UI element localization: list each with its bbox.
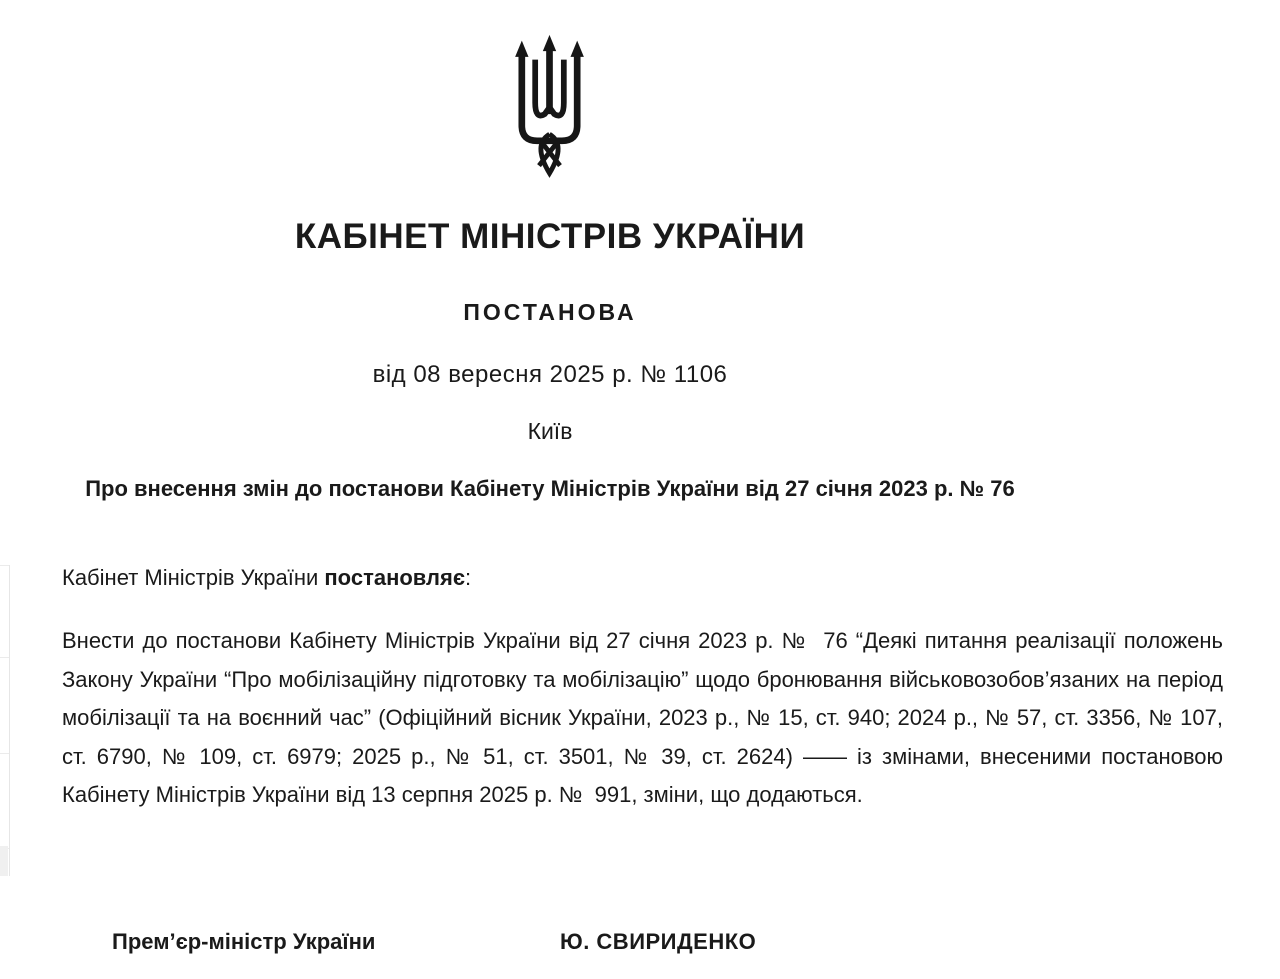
preamble-bold-word: постановляє	[324, 565, 465, 590]
org-name-heading: КАБІНЕТ МІНІСТРІВ УКРАЇНИ	[294, 217, 806, 256]
edge-tick	[0, 657, 9, 658]
signature-row	[112, 929, 756, 955]
decree-body-paragraph: Внести до постанови Кабінету Міністрів України від 27 січня 2023 р. № 76 “Деякі питання реалізації положень Закону України “Про мобілізаційну підготовку та мобілізацію” щодо бронювання військовозобов’язаних на період мобілізації та на воєнний час” (Офіційний вісник України, 2023 р., № 15, ст. 940; 2024 р., № 57, ст. 3356, № 107, ст. 6790, № 109, ст. 6979; 2025 р., № 51, ст. 3501, № 39, ст. 2624) —— із змінами, внесеними постановою Кабінету Міністрів України від 13 серпня 2025 р. № 991, зміни, що додаються.	[62, 628, 1223, 807]
edge-tick	[0, 565, 9, 566]
date-number-line: від 08 вересня 2025 р. № 1106	[372, 361, 728, 388]
signer-position-label: Прем’єр-міністр України	[112, 929, 376, 954]
signer-name: Ю. СВИРИДЕНКО	[560, 929, 757, 954]
preamble-regular: Кабінет Міністрів України	[62, 565, 325, 590]
city-label: Київ	[527, 418, 573, 444]
left-edge-table-artifact	[0, 565, 10, 876]
edge-tick	[0, 753, 9, 754]
tryzub-icon	[497, 33, 602, 178]
preamble-colon: :	[465, 565, 472, 590]
decree-title: Про внесення змін до постанови Кабінету Міністрів України від 27 січня 2023 р. № 76	[85, 476, 1015, 501]
edge-patch	[0, 846, 8, 876]
preamble-line	[62, 565, 471, 591]
doc-type-heading: ПОСТАНОВА	[463, 299, 637, 325]
